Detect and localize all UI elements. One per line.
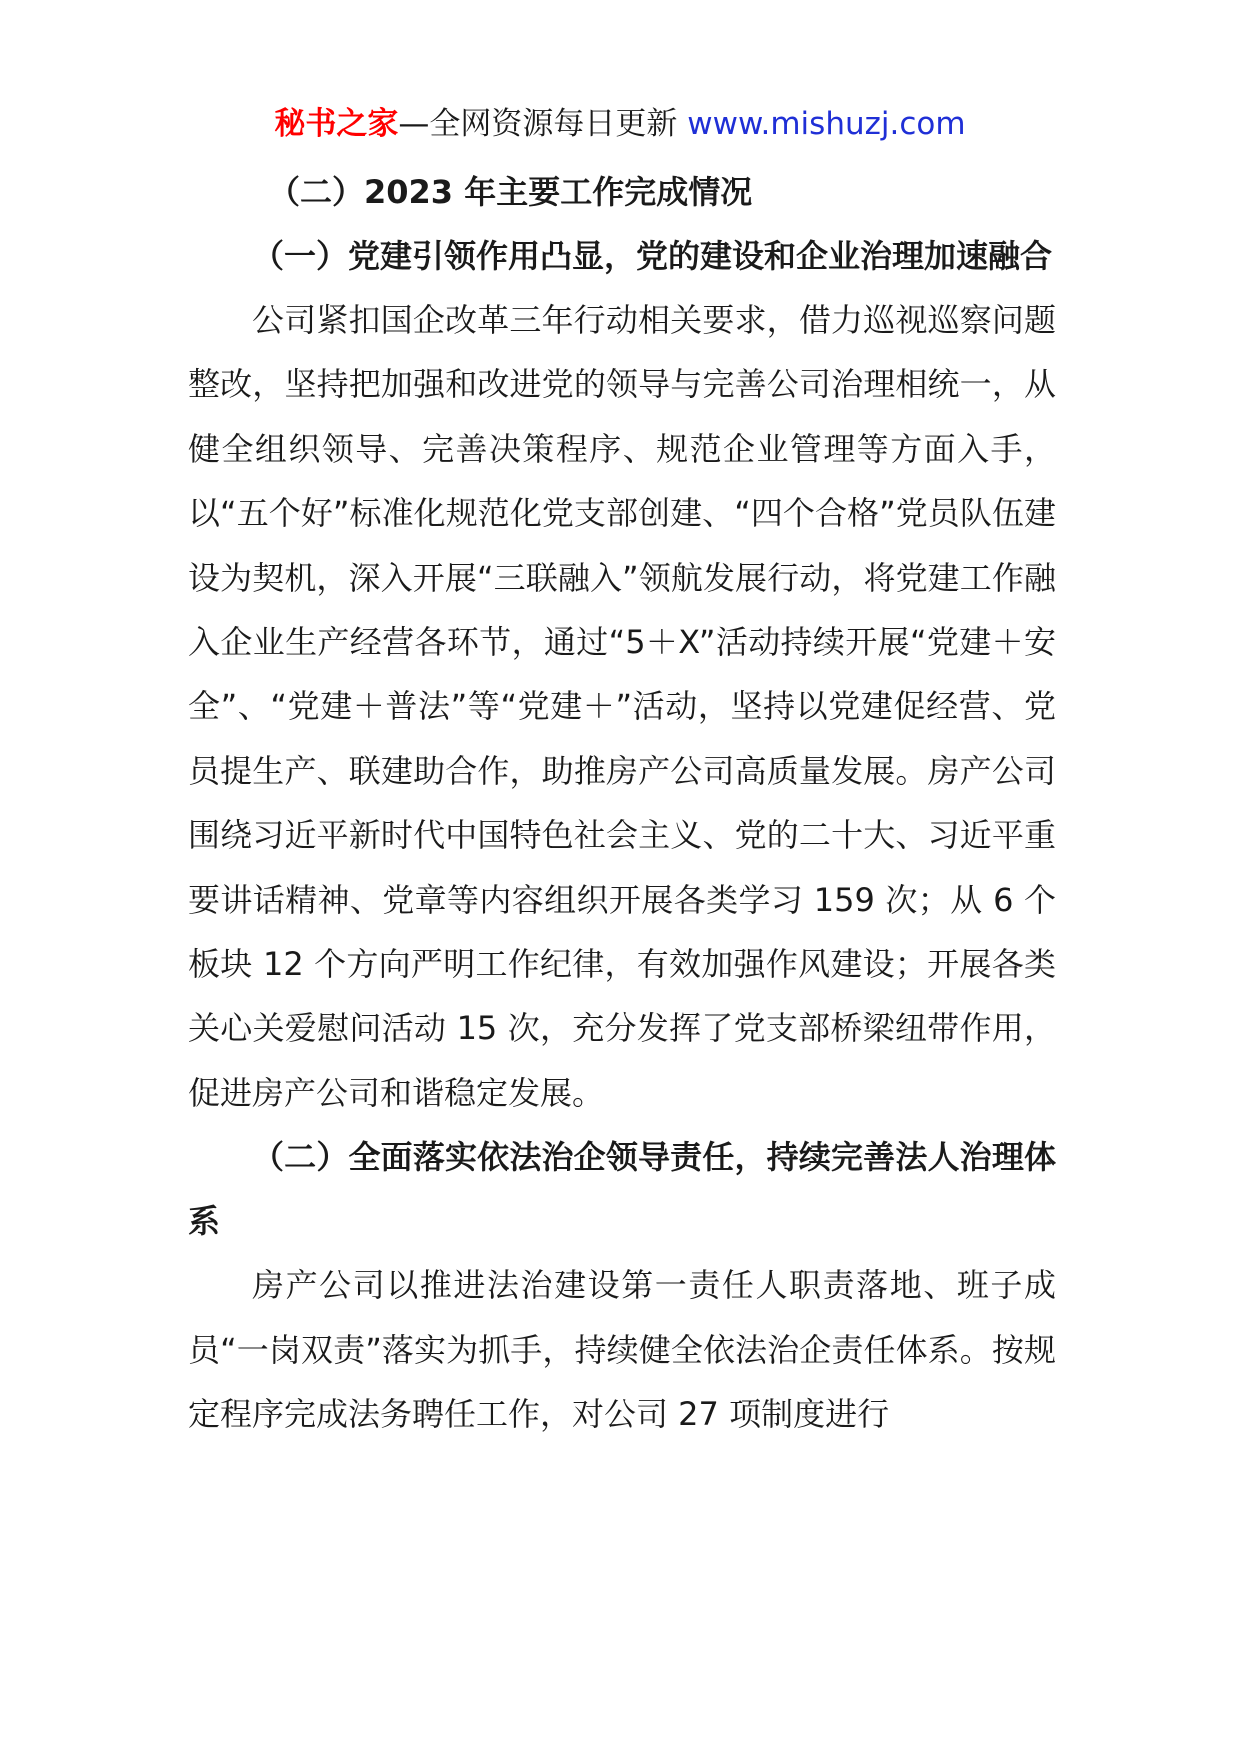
section-title: （二）2023 年主要工作完成情况 bbox=[268, 173, 753, 211]
paragraph-party-building: 公司紧扣国企改革三年行动相关要求，借力巡视巡察问题整改，坚持把加强和改进党的领导与完善公司治理相统一，从健全组织领导、完善决策程序、规范企业管理等方面入手，以“五个好”标准化规范化党支部创建、“四个合格”党员队伍建设为契机，深入开展“三联融入”领航发展行动，将党建工作融入企业生产经营各环节，通过“5＋X”活动持续开展“党建＋安全”、“党建＋普法”等“党建＋”活动，坚持以党建促经营、党员提生产、联建助合作，助推房产公司高质量发展。房产公司围绕习近平新时代中国特色社会主义、党的二十大、习近平重要讲话精神、党章等内容组织开展各类学习 159 次；从 6 个板块 12 个方向严明工作纪律，有效加强作风建设；开展各类关心关爱慰问活动 15 次，充分发挥了党支部桥梁纽带作用，促进房产公司和谐稳定发展。 bbox=[188, 301, 1056, 1112]
heading-party-building: （一）党建引领作用凸显，党的建设和企业治理加速融合 bbox=[252, 237, 1053, 275]
site-url[interactable]: www.mishuzj.com bbox=[687, 106, 966, 142]
paragraph-rule-of-law: 房产公司以推进法治建设第一责任人职责落地、班子成员“一岗双责”落实为抓手，持续健全依法治企责任体系。按规定程序完成法务聘任工作，对公司 27 项制度进行 bbox=[188, 1266, 1056, 1434]
header-tagline: —全网资源每日更新 bbox=[398, 106, 678, 142]
brand-name: 秘书之家 bbox=[274, 106, 399, 142]
document-body bbox=[188, 160, 1056, 1447]
heading-rule-of-law: （二）全面落实依法治企领导责任，持续完善法人治理体系 bbox=[188, 1138, 1056, 1241]
page-header bbox=[0, 102, 1240, 146]
